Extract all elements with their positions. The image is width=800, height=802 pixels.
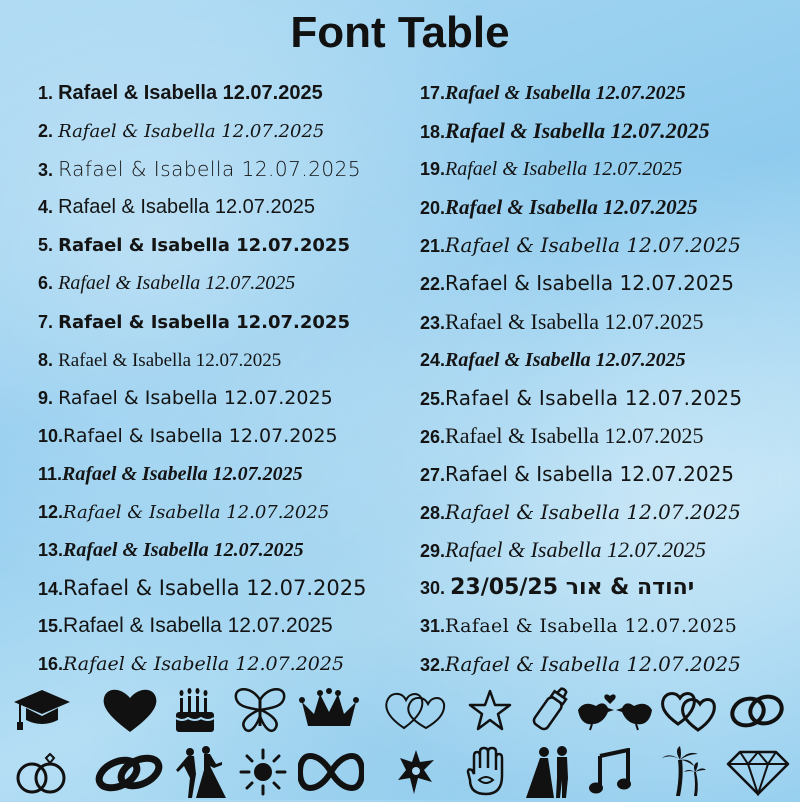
birthday-cake-icon[interactable] <box>170 684 220 736</box>
font-number: 16. <box>38 654 64 675</box>
font-number: 12. <box>38 502 64 523</box>
font-sample: Rafael & Isabella 12.07.2025 <box>58 386 333 409</box>
font-number: 2. <box>38 121 54 142</box>
font-sample: Rafael & Isabella 12.07.2025 <box>445 385 743 410</box>
font-option-4[interactable] <box>38 188 418 226</box>
font-sample: Rafael & Isabella 12.07.2025 <box>445 308 704 334</box>
font-number: 14. <box>38 579 64 600</box>
font-option-1[interactable] <box>38 74 418 112</box>
heart-icon[interactable] <box>100 686 160 734</box>
font-sample: Rafael & Isabella 12.07.2025 <box>445 615 738 638</box>
star-icon[interactable] <box>466 688 514 732</box>
font-option-14[interactable] <box>38 569 418 607</box>
crown-icon[interactable] <box>298 688 360 732</box>
font-number: 8. <box>38 349 54 370</box>
font-list-right <box>420 74 800 684</box>
font-number: 31. <box>420 616 446 637</box>
font-option-27[interactable] <box>420 455 800 493</box>
font-option-32[interactable] <box>420 645 800 683</box>
font-option-8[interactable] <box>38 341 418 379</box>
font-number: 15. <box>38 616 64 637</box>
bride-groom-icon[interactable] <box>524 744 580 800</box>
icon-row-2 <box>0 742 800 802</box>
font-option-19[interactable] <box>420 150 800 188</box>
font-number: 18. <box>420 122 446 143</box>
font-sample: Rafael & Isabella 12.07.2025 <box>445 348 686 371</box>
font-number: 20. <box>420 198 446 219</box>
font-number: 13. <box>38 540 64 561</box>
font-option-12[interactable] <box>38 493 418 531</box>
baby-bottle-icon[interactable] <box>530 684 570 736</box>
font-number: 9. <box>38 387 54 408</box>
font-number: 1. <box>38 83 54 103</box>
font-number: 32. <box>420 655 446 676</box>
font-sample: Rafael & Isabella 12.07.2025 <box>445 500 741 525</box>
font-number: 11. <box>38 463 63 484</box>
font-list-left <box>38 74 418 684</box>
font-sample: Rafael & Isabella 12.07.2025 <box>58 272 296 295</box>
font-option-17[interactable] <box>420 74 800 112</box>
font-sample: Rafael & Isabella 12.07.2025 <box>58 121 325 143</box>
font-number: 28. <box>420 503 446 524</box>
font-number: 27. <box>420 464 446 485</box>
bands-icon[interactable] <box>94 748 164 796</box>
font-sample: Rafael & Isabella 12.07.2025 <box>58 311 350 333</box>
font-sample: Rafael & Isabella 12.07.2025 <box>63 653 345 676</box>
font-option-20[interactable] <box>420 188 800 226</box>
font-sample: Rafael & Isabella 12.07.2025 <box>445 422 704 448</box>
page-title: Font Table <box>290 8 510 57</box>
infinity-icon[interactable] <box>298 752 364 792</box>
font-number: 30. <box>420 578 446 599</box>
font-option-16[interactable] <box>38 645 418 683</box>
font-sample: 23/05/25 יהודה & אור <box>450 575 695 601</box>
font-sample: Rafael & Isabella 12.07.2025 <box>445 461 735 486</box>
font-option-3[interactable] <box>38 150 418 188</box>
font-option-29[interactable] <box>420 531 800 569</box>
graduation-cap-icon[interactable] <box>12 686 72 734</box>
font-number: 25. <box>420 388 446 409</box>
font-option-10[interactable] <box>38 417 418 455</box>
font-sample: Rafael & Isabella 12.07.2025 <box>58 157 362 182</box>
font-sample: Rafael & Isabella 12.07.2025 <box>445 195 698 220</box>
font-option-30[interactable] <box>420 569 800 607</box>
font-sample: Rafael & Isabella 12.07.2025 <box>58 82 323 104</box>
font-option-13[interactable] <box>38 531 418 569</box>
linked-hearts-icon[interactable] <box>658 688 718 732</box>
font-option-24[interactable] <box>420 341 800 379</box>
font-sample: Rafael & Isabella 12.07.2025 <box>445 118 710 144</box>
butterfly-icon[interactable] <box>232 686 288 734</box>
wedding-rings-icon[interactable] <box>726 690 788 730</box>
font-number: 29. <box>420 541 446 562</box>
hamsa-icon[interactable] <box>464 746 508 798</box>
palm-trees-icon[interactable] <box>660 746 708 798</box>
icon-row-1 <box>0 680 800 740</box>
font-sample: Rafael & Isabella 12.07.2025 <box>445 158 683 181</box>
font-number: 19. <box>420 159 446 180</box>
font-sample: Rafael & Isabella 12.07.2025 <box>58 235 350 257</box>
font-number: 22. <box>420 274 446 295</box>
font-option-7[interactable] <box>38 303 418 341</box>
font-option-22[interactable] <box>420 264 800 302</box>
font-sample: Rafael & Isabella 12.07.2025 <box>63 576 367 601</box>
font-number: 5. <box>38 235 54 256</box>
love-birds-icon[interactable] <box>574 688 656 732</box>
font-sample: Rafael & Isabella 12.07.2025 <box>445 233 741 258</box>
font-option-31[interactable] <box>420 607 800 645</box>
font-option-6[interactable] <box>38 264 418 302</box>
music-note-icon[interactable] <box>588 748 632 798</box>
font-sample: Rafael & Isabella 12.07.2025 <box>63 424 338 447</box>
font-option-21[interactable] <box>420 226 800 264</box>
font-sample: Rafael & Isabella 12.07.2025 <box>63 502 330 524</box>
font-option-18[interactable] <box>420 112 800 150</box>
two-hearts-outline-icon[interactable] <box>382 688 446 732</box>
font-sample: Rafael & Isabella 12.07.2025 <box>445 271 735 296</box>
font-number: 24. <box>420 349 446 370</box>
font-number: 23. <box>420 312 446 333</box>
font-sample: Rafael & Isabella 12.07.2025 <box>445 537 706 563</box>
dancing-couple-icon[interactable] <box>172 744 228 800</box>
font-sample: Rafael & Isabella 12.07.2025 <box>445 82 686 104</box>
font-sample: Rafael & Isabella 12.07.2025 <box>58 349 282 371</box>
font-sample: Rafael & Isabella 12.07.2025 <box>63 539 304 562</box>
font-number: 26. <box>420 426 446 447</box>
font-sample: Rafael & Isabella 12.07.2025 <box>445 652 741 677</box>
font-option-2[interactable] <box>38 112 418 150</box>
font-option-26[interactable] <box>420 417 800 455</box>
diamond-icon[interactable] <box>726 748 790 796</box>
font-number: 17. <box>420 83 446 103</box>
font-option-28[interactable] <box>420 493 800 531</box>
font-number: 6. <box>38 273 54 294</box>
sun-icon[interactable] <box>238 748 288 796</box>
diamond-rings-icon[interactable] <box>14 746 70 798</box>
font-option-25[interactable] <box>420 379 800 417</box>
font-sample: Rafael & Isabella 12.07.2025 <box>63 614 333 638</box>
font-option-11[interactable] <box>38 455 418 493</box>
font-number: 4. <box>38 197 54 218</box>
font-number: 21. <box>420 236 446 257</box>
font-sample: Rafael & Isabella 12.07.2025 <box>62 462 303 485</box>
font-number: 10. <box>38 425 64 446</box>
font-option-23[interactable] <box>420 303 800 341</box>
font-option-9[interactable] <box>38 379 418 417</box>
font-number: 7. <box>38 311 54 332</box>
font-option-15[interactable] <box>38 607 418 645</box>
font-number: 3. <box>38 160 54 181</box>
moroccan-star-icon[interactable] <box>396 748 436 796</box>
font-option-5[interactable] <box>38 226 418 264</box>
font-sample: Rafael & Isabella 12.07.2025 <box>58 196 315 219</box>
